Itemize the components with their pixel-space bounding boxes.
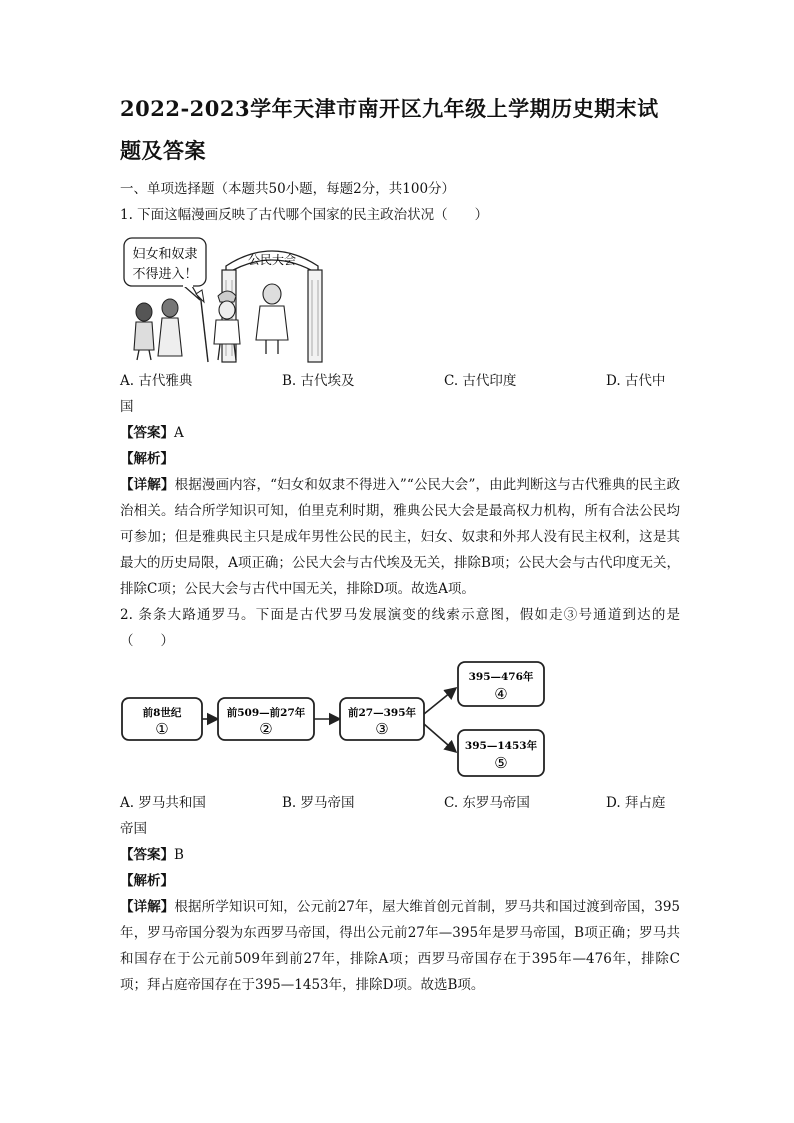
document-title: 2022-2023学年天津市南开区九年级上学期历史期末试题及答案 [120, 96, 659, 163]
answer-value: B [174, 847, 184, 863]
question-2-stem: 2. 条条大路通罗马。下面是古代罗马发展演变的线索示意图，假如走③号通道到达的是（ ） [120, 607, 680, 649]
question-2 [120, 602, 680, 998]
detail-label: 【详解】 [120, 899, 175, 915]
detail-paragraph [120, 472, 680, 602]
cartoon-illustration [122, 236, 332, 364]
flow-box-2-label: 前509—前27年 [226, 707, 306, 719]
answer-value: A [174, 425, 184, 441]
option-d-wrap: 国 [120, 399, 134, 415]
flow-box-4-number: ④ [494, 685, 508, 703]
detail-paragraph [120, 894, 680, 998]
answer-label: 【答案】 [120, 847, 174, 863]
question-1-stem: 1. 下面这幅漫画反映了古代哪个国家的民主政治状况（ ） [120, 207, 489, 223]
flow-box-4-label: 395—476年 [468, 671, 534, 683]
option-a[interactable]: A. 罗马共和国 [120, 795, 206, 811]
answer-label: 【答案】 [120, 425, 174, 441]
flow-box-3-number: ③ [375, 720, 389, 738]
speech-line-1: 妇女和奴隶 [132, 247, 198, 262]
excluded-figures [134, 299, 182, 360]
flow-box-3-label: 前27—395年 [347, 707, 417, 719]
speech-line-2: 不得进入！ [132, 267, 198, 282]
question-1 [120, 202, 680, 602]
question-1-cartoon [122, 236, 332, 364]
detail-text: 根据所学知识可知，公元前27年，屋大维首创元首制，罗马共和国过渡到帝国，395年，罗马帝国分裂为东西罗马帝国，得出公元前27年—395年是罗马帝国，B项正确；罗马共和国存在于公元前509年到前27年，排除A项；西罗马帝国存在于395年—476年，排除C项；拜占庭帝国存在于395—1453年，排除D项。故选B项。 [120, 899, 680, 993]
analysis-label: 【解析】 [120, 451, 174, 467]
flow-box-5-number: ⑤ [494, 754, 508, 772]
option-b[interactable]: B. 古代埃及 [282, 373, 355, 389]
option-b[interactable]: B. 罗马帝国 [282, 795, 355, 811]
answer-line [120, 420, 680, 446]
document-page [120, 88, 680, 998]
gate-pillar-right [308, 270, 322, 362]
question-2-flow-diagram [120, 658, 560, 788]
gate-sign: 公民大会 [247, 253, 297, 267]
detail-label: 【详解】 [120, 477, 175, 493]
flow-box-1-number: ① [155, 720, 169, 738]
section-heading: 一、单项选择题（本题共50小题，每题2分，共100分） [120, 181, 456, 197]
rome-timeline-diagram [120, 658, 560, 788]
option-c[interactable]: C. 古代印度 [444, 373, 517, 389]
analysis-label: 【解析】 [120, 873, 174, 889]
option-d[interactable]: D. 古代中 [606, 373, 666, 389]
flow-box-1-label: 前8世纪 [142, 707, 182, 719]
flow-box-5-label: 395—1453年 [464, 740, 538, 752]
option-c[interactable]: C. 东罗马帝国 [444, 795, 530, 811]
question-1-options [120, 368, 680, 394]
citizen-figure [256, 284, 288, 354]
option-d-wrap: 帝国 [120, 821, 147, 837]
question-2-options [120, 790, 680, 816]
flow-box-2-number: ② [259, 720, 273, 738]
answer-line [120, 842, 680, 868]
option-a[interactable]: A. 古代雅典 [120, 373, 193, 389]
option-d[interactable]: D. 拜占庭 [606, 795, 666, 811]
detail-text: 根据漫画内容，“妇女和奴隶不得进入”“公民大会”，由此判断这与古代雅典的民主政治相关。结合所学知识可知，伯里克利时期，雅典公民大会是最高权力机构，所有合法公民均可参加；但是雅典民主只是成年男性公民的民主，妇女、奴隶和外邦人没有民主权利，这是其最大的历史局限，A项正确；公民大会与古代埃及无关，排除B项；公民大会与古代印度无关，排除C项；公民大会与古代中国无关，排除D项。故选A项。 [120, 477, 680, 597]
